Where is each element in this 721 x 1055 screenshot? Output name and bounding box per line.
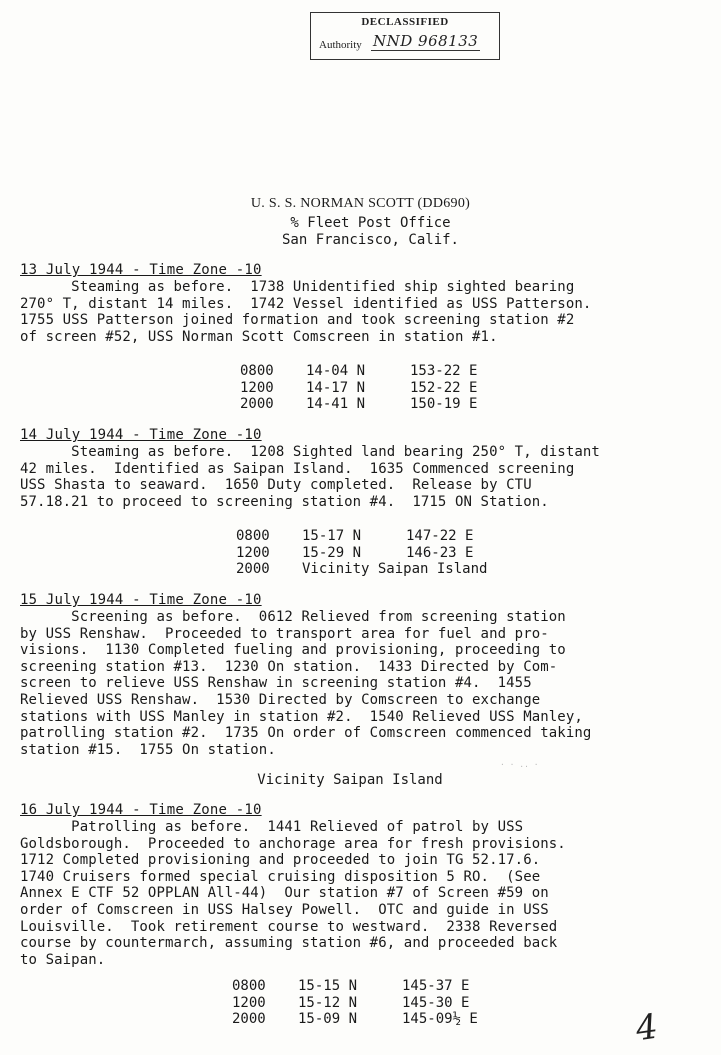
position-lat: 14-41 N	[306, 396, 366, 413]
entry-line: USS Shasta to seaward. 1650 Duty completed. Release by CTU	[20, 477, 532, 494]
position-row	[232, 978, 478, 995]
position-row	[236, 561, 487, 578]
position-time: 2000	[236, 561, 270, 578]
address-line-1: % Fleet Post Office	[290, 215, 451, 231]
vicinity-note: Vicinity Saipan Island	[257, 772, 443, 788]
entry-date: 15 July 1944 - Time Zone -10	[20, 592, 262, 608]
position-lon: 147-22 E	[406, 528, 474, 544]
address-line-2: San Francisco, Calif.	[281, 232, 459, 248]
entry-line: course by countermarch, assuming station #6, and proceeded back	[20, 935, 558, 952]
entry-line: Louisville. Took retirement course to westward. 2338 Reversed	[20, 918, 558, 935]
entry-line: Relieved USS Renshaw. 1530 Directed by Comscreen to exchange	[20, 691, 541, 708]
entry-line: Screening as before. 0612 Relieved from screening station	[20, 609, 566, 625]
entry-line: stations with USS Manley in station #2. 1540 Relieved USS Manley,	[20, 708, 583, 725]
position-row	[240, 363, 477, 380]
position-table-14-july	[236, 528, 487, 578]
position-row	[236, 545, 487, 562]
position-lon: 145-37 E	[402, 978, 470, 994]
position-lon: 146-23 E	[406, 544, 474, 561]
position-vicinity: Vicinity Saipan Island	[302, 561, 488, 578]
position-lat: 15-15 N	[298, 978, 358, 994]
position-lat: 15-09 N	[298, 1011, 358, 1028]
entry-date: 16 July 1944 - Time Zone -10	[20, 802, 262, 818]
position-lat: 15-29 N	[302, 544, 362, 561]
entry-line: 57.18.21 to proceed to screening station #4. 1715 ON Station.	[20, 493, 549, 510]
entry-line: 270° T, distant 14 miles. 1742 Vessel identified as USS Patterson.	[20, 295, 592, 312]
position-time: 0800	[232, 978, 266, 994]
position-lon: 145-09½ E	[402, 1011, 478, 1028]
position-lat: 14-04 N	[306, 363, 366, 379]
log-entry-14-july	[20, 427, 690, 510]
entry-line: 1740 Cruisers formed special cruising disposition 5 RO. (See	[20, 868, 541, 885]
entry-line: Patrolling as before. 1441 Relieved of patrol by USS	[20, 819, 524, 835]
position-row	[240, 380, 477, 397]
entry-line: Annex E CTF 52 OPPLAN All-44) Our station #7 of Screen #59 on	[20, 885, 549, 902]
entry-line: Steaming as before. 1208 Sighted land bearing 250° T, distant	[20, 444, 600, 460]
entry-line: 1755 USS Patterson joined formation and took screening station #2	[20, 312, 575, 329]
position-table-13-july	[240, 363, 477, 413]
entry-line: patrolling station #2. 1735 On order of Comscreen commenced taking	[20, 725, 592, 742]
position-time: 0800	[240, 363, 274, 379]
page-number: 4	[633, 1006, 661, 1050]
position-time: 1200	[232, 994, 266, 1011]
position-time: 0800	[236, 528, 270, 544]
position-time: 1200	[240, 379, 274, 396]
entry-line: Steaming as before. 1738 Unidentified ship sighted bearing	[20, 279, 575, 295]
entry-line: 1712 Completed provisioning and proceeded to join TG 52.17.6.	[20, 852, 541, 869]
position-time: 1200	[236, 544, 270, 561]
position-time: 2000	[232, 1011, 266, 1028]
log-entry-13-july	[20, 262, 690, 345]
position-lon: 145-30 E	[402, 994, 470, 1011]
position-row	[236, 528, 487, 545]
stamp-title: DECLASSIFIED	[361, 16, 449, 28]
page-speckles: · · .. ·	[500, 760, 539, 769]
entry-line: of screen #52, USS Norman Scott Comscreen in station #1.	[20, 328, 498, 345]
position-time: 2000	[240, 396, 274, 413]
entry-date: 14 July 1944 - Time Zone -10	[20, 427, 262, 443]
position-row	[240, 396, 477, 413]
declassified-stamp	[310, 12, 500, 60]
entry-line: screening station #13. 1230 On station. 1433 Directed by Com-	[20, 658, 558, 675]
entry-line: to Saipan.	[20, 951, 106, 968]
entry-date: 13 July 1944 - Time Zone -10	[20, 262, 262, 278]
entry-line: by USS Renshaw. Proceeded to transport area for fuel and pro-	[20, 625, 549, 642]
entry-line: station #15. 1755 On station.	[20, 741, 276, 758]
entry-line: order of Comscreen in USS Halsey Powell. OTC and guide in USS	[20, 901, 549, 918]
entry-line: visions. 1130 Completed fueling and provisioning, proceeding to	[20, 642, 566, 659]
position-lon: 152-22 E	[410, 379, 478, 396]
entry-line: Goldsborough. Proceeded to anchorage area for fresh provisions.	[20, 835, 566, 852]
stamp-authority-label: Authority	[319, 39, 362, 51]
position-lat: 15-17 N	[302, 528, 362, 544]
position-table-16-july	[232, 978, 478, 1028]
log-entry-16-july	[20, 802, 690, 968]
position-lon: 150-19 E	[410, 396, 478, 413]
entry-line: screen to relieve USS Renshaw in screening station #4. 1455	[20, 675, 532, 692]
position-lat: 15-12 N	[298, 994, 358, 1011]
position-lon: 153-22 E	[410, 363, 478, 379]
stamp-authority-value: NND 968133	[373, 32, 479, 50]
position-row	[232, 1011, 478, 1028]
ship-name: U. S. S. NORMAN SCOTT (DD690)	[250, 196, 471, 211]
entry-line: 42 miles. Identified as Saipan Island. 1635 Commenced screening	[20, 460, 575, 477]
position-row	[232, 995, 478, 1012]
position-lat: 14-17 N	[306, 379, 366, 396]
log-entry-15-july	[20, 592, 690, 758]
